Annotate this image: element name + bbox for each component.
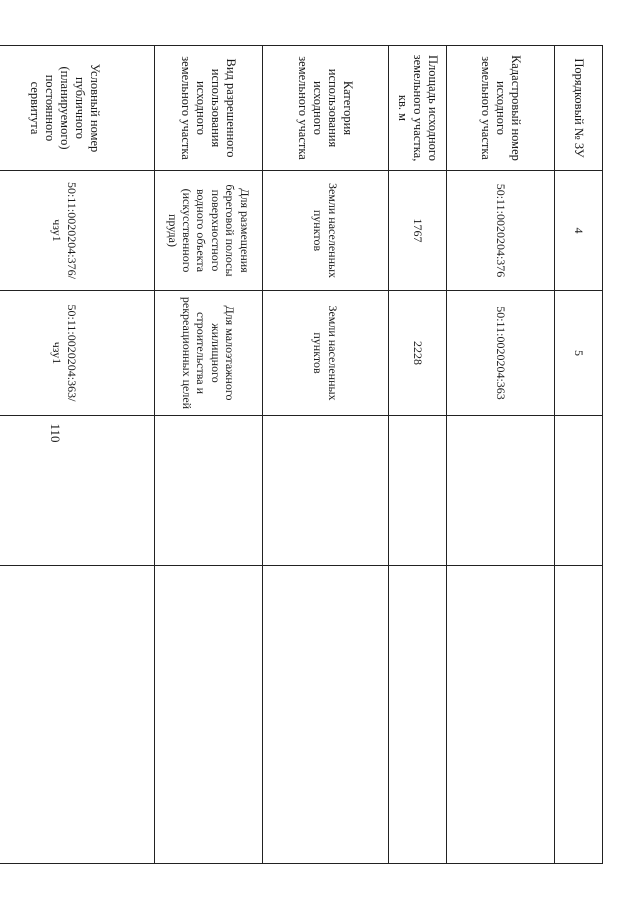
row-4-permitted-use: Для размещения береговой полосы поверхностного водного объекта (искусственного пруда)	[155, 171, 263, 291]
header-row-servitude-number	[0, 46, 155, 864]
row-5-area-source: 2228	[389, 291, 447, 416]
row-4-area-source: 1767	[389, 171, 447, 291]
row-5-number: 5	[555, 291, 603, 416]
header-row-permitted-use	[155, 46, 263, 864]
header-cell: Категория использования исходного земельного участка	[263, 46, 389, 171]
rotated-table-container	[28, 45, 603, 863]
header-cell: Условный номер публичного (планируемого) постоянного сервитута	[0, 46, 155, 171]
row-4-cadastral: 50:11:0020204:376	[447, 171, 555, 291]
header-row-cadastral	[447, 46, 555, 864]
row-5-permitted-use: Для малоэтажного жилищного строительства и рекреационных целей	[155, 291, 263, 416]
header-cell: Порядковый № ЗУ	[555, 46, 603, 171]
page-number-text: 110	[48, 423, 63, 443]
row-5-servitude-number: 50:11:0020204:363/чзу1	[0, 291, 155, 416]
row-4-servitude-number: 50:11:0020204:376/чзу1	[0, 171, 155, 291]
table-wrapper	[28, 45, 603, 863]
header-cell: Кадастровый номер исходного земельного участка	[447, 46, 555, 171]
header-cell: Площадь исходного земельного участка, кв. м	[389, 46, 447, 171]
row-5-category: Земли населенных пунктов	[263, 291, 389, 416]
header-row-area-source	[389, 46, 447, 864]
row-5-cadastral: 50:11:0020204:363	[447, 291, 555, 416]
header-row-number	[555, 46, 603, 864]
header-cell: Вид разрешенного использования исходного земельного участка	[155, 46, 263, 171]
header-row-category	[263, 46, 389, 864]
servitude-table	[0, 45, 603, 864]
row-4-category: Земли населенных пунктов	[263, 171, 389, 291]
row-4-number: 4	[555, 171, 603, 291]
